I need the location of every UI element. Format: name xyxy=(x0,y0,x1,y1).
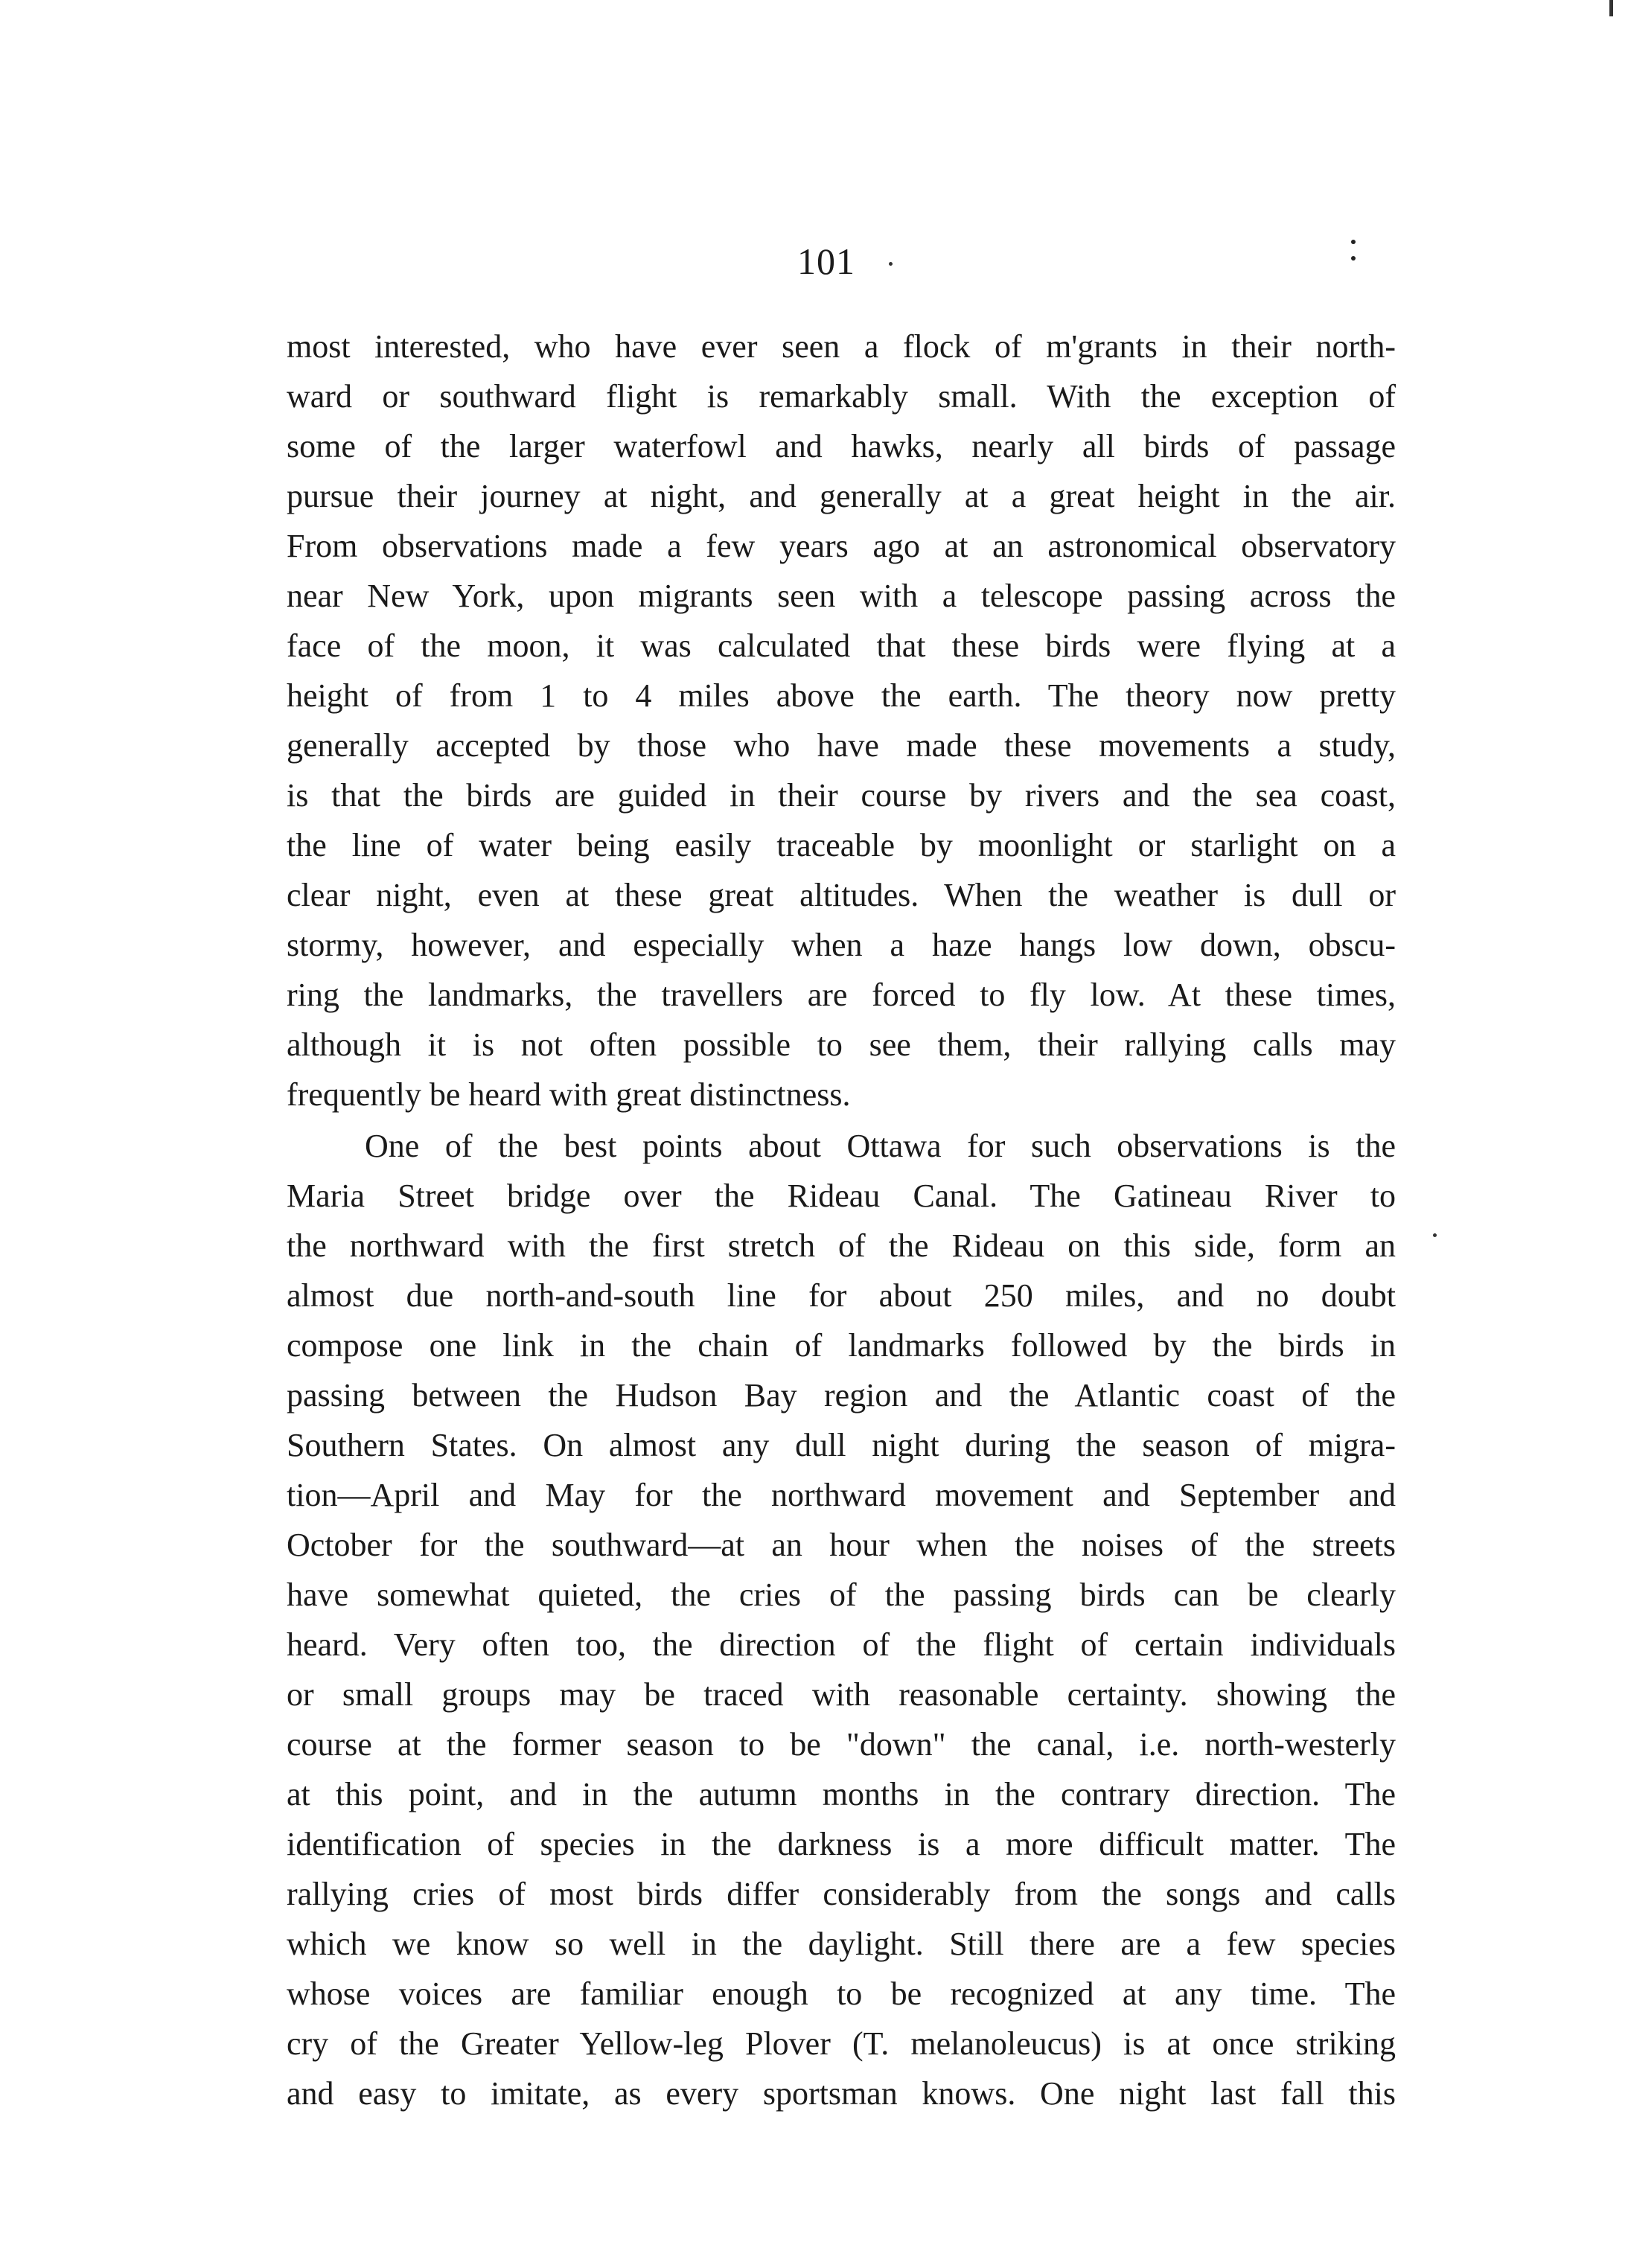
text-line: ward or southward flight is remarkably small. With the exception of xyxy=(287,378,1396,415)
scan-mark xyxy=(1609,0,1613,16)
text-line: which we know so well in the daylight. Still there are a few species xyxy=(287,1926,1396,1962)
text-line: whose voices are familiar enough to be recognized at any time. The xyxy=(287,1975,1396,2012)
text-line: Maria Street bridge over the Rideau Canal. The Gatineau River to xyxy=(287,1178,1396,1214)
text-line: clear night, even at these great altitudes. When the weather is dull or xyxy=(287,877,1396,913)
scan-speck xyxy=(889,262,893,266)
text-line: frequently be heard with great distinctness. xyxy=(287,1076,851,1113)
text-line: identification of species in the darkness is a more difficult matter. The xyxy=(287,1826,1396,1862)
text-line: course at the former season to be "down" the canal, i.e. north-westerly xyxy=(287,1726,1396,1763)
text-line: October for the southward—at an hour when the noises of the streets xyxy=(287,1527,1396,1563)
text-line: height of from 1 to 4 miles above the earth. The theory now pretty xyxy=(287,677,1396,714)
text-line: generally accepted by those who have made these movements a study, xyxy=(287,727,1396,764)
text-line: and easy to imitate, as every sportsman knows. One night last fall this xyxy=(287,2075,1396,2112)
text-line: compose one link in the chain of landmarks followed by the birds in xyxy=(287,1327,1396,1364)
text-line: From observations made a few years ago at an astronomical observatory xyxy=(287,528,1396,564)
text-line: cry of the Greater Yellow-leg Plover (T. melanoleucus) is at once striking xyxy=(287,2025,1396,2062)
text-line: at this point, and in the autumn months in the contrary direction. The xyxy=(287,1776,1396,1812)
text-line: is that the birds are guided in their course by rivers and the sea coast, xyxy=(287,777,1396,814)
paragraph xyxy=(287,322,1396,1119)
text-line: near New York, upon migrants seen with a telescope passing across the xyxy=(287,578,1396,614)
text-line: most interested, who have ever seen a flock of m'grants in their north- xyxy=(287,328,1396,365)
scan-speck xyxy=(1433,1233,1437,1237)
text-line: face of the moon, it was calculated that these birds were flying at a xyxy=(287,627,1396,664)
text-line: Southern States. On almost any dull night during the season of migra- xyxy=(287,1427,1396,1463)
page-number: 101 xyxy=(797,240,855,282)
text-line: pursue their journey at night, and generally at a great height in the air. xyxy=(287,478,1396,514)
text-line: tion—April and May for the northward movement and September and xyxy=(287,1477,1396,1513)
scan-mark-colon xyxy=(1351,237,1357,266)
text-line: passing between the Hudson Bay region and the Atlantic coast of the xyxy=(287,1377,1396,1413)
text-line: ring the landmarks, the travellers are forced to fly low. At these times, xyxy=(287,977,1396,1013)
text-line: the line of water being easily traceable by moonlight or starlight on a xyxy=(287,827,1396,863)
text-line: or small groups may be traced with reasonable certainty. showing the xyxy=(287,1676,1396,1713)
text-line: rallying cries of most birds differ considerably from the songs and calls xyxy=(287,1876,1396,1912)
text-line: although it is not often possible to see them, their rallying calls may xyxy=(287,1026,1396,1063)
text-line: heard. Very often too, the direction of the flight of certain individuals xyxy=(287,1626,1396,1663)
text-line: One of the best points about Ottawa for such observations is the xyxy=(365,1128,1396,1164)
text-line: almost due north-and-south line for about 250 miles, and no doubt xyxy=(287,1277,1396,1314)
paragraph xyxy=(287,1121,1396,2118)
text-line: the northward with the first stretch of the Rideau on this side, form an xyxy=(287,1227,1396,1264)
text-line: stormy, however, and especially when a haze hangs low down, obscu- xyxy=(287,927,1396,963)
body-text xyxy=(287,322,1396,2118)
text-line: some of the larger waterfowl and hawks, nearly all birds of passage xyxy=(287,428,1396,464)
text-line: have somewhat quieted, the cries of the passing birds can be clearly xyxy=(287,1577,1396,1613)
